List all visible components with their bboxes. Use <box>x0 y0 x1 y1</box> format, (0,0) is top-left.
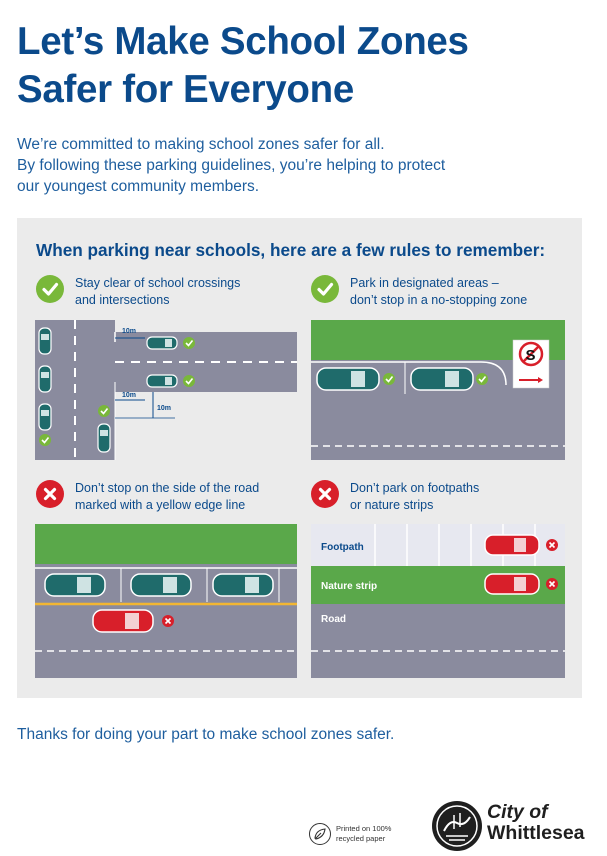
cross-icon <box>311 480 339 508</box>
check-icon <box>36 275 64 303</box>
rule-text: Park in designated areas – don’t stop in a no-stopping zone <box>350 276 528 307</box>
parked-car <box>213 574 273 596</box>
rules-panel <box>17 218 582 698</box>
panel-heading: When parking near schools, here are a few rules to remember: <box>36 240 546 260</box>
distance-label: 10m <box>122 328 137 335</box>
parked-car <box>147 375 177 387</box>
yellow-edge-line-illustration <box>35 524 297 678</box>
parked-car <box>317 368 379 390</box>
footpath-illustration <box>311 524 565 678</box>
intro-line-1: We’re committed to making school zones safer for all. <box>17 136 385 153</box>
designated-areas-illustration <box>311 320 565 460</box>
title-line-1: Let’s Make School Zones <box>17 20 469 63</box>
city-logo-text: City of Whittlesea <box>487 801 585 844</box>
parked-car <box>147 337 177 349</box>
road-label: Road <box>321 614 346 625</box>
rule-text: Stay clear of school crossings and intersections <box>75 276 241 307</box>
parked-car <box>131 574 191 596</box>
parked-car <box>39 328 51 354</box>
recycled-text: Printed on 100% recycled paper <box>336 824 392 843</box>
parked-car <box>39 366 51 392</box>
parked-car <box>39 404 51 430</box>
distance-label: 10m <box>122 392 137 399</box>
city-logo <box>432 799 592 851</box>
intro-text <box>17 134 577 197</box>
illegal-parked-car <box>93 610 153 632</box>
illegal-parked-car <box>485 574 539 594</box>
leaf-icon <box>309 823 331 845</box>
rule-text: Don’t park on footpaths or nature strips <box>350 481 480 512</box>
cross-icon <box>36 480 64 508</box>
city-emblem-icon <box>432 801 482 851</box>
intro-line-3: our youngest community members. <box>17 178 260 195</box>
nature-strip-label: Nature strip <box>321 581 378 592</box>
parked-car <box>98 424 110 452</box>
distance-label: 10m <box>157 405 172 412</box>
footpath-label: Footpath <box>321 542 364 553</box>
closing-text: Thanks for doing your part to make school zones safer. <box>17 726 395 743</box>
svg-text:S: S <box>525 347 536 364</box>
parked-car <box>411 368 473 390</box>
no-stopping-sign <box>513 340 549 388</box>
rule-text: Don’t stop on the side of the road marked with a yellow edge line <box>75 481 260 512</box>
title-line-2: Safer for Everyone <box>17 68 354 111</box>
illegal-parked-car <box>485 535 539 555</box>
intersection-illustration <box>35 320 297 460</box>
intro-line-2: By following these parking guidelines, you’re helping to protect <box>17 157 446 174</box>
page-title <box>17 18 597 114</box>
parked-car <box>45 574 105 596</box>
check-icon <box>311 275 339 303</box>
recycled-paper-note <box>309 823 419 845</box>
